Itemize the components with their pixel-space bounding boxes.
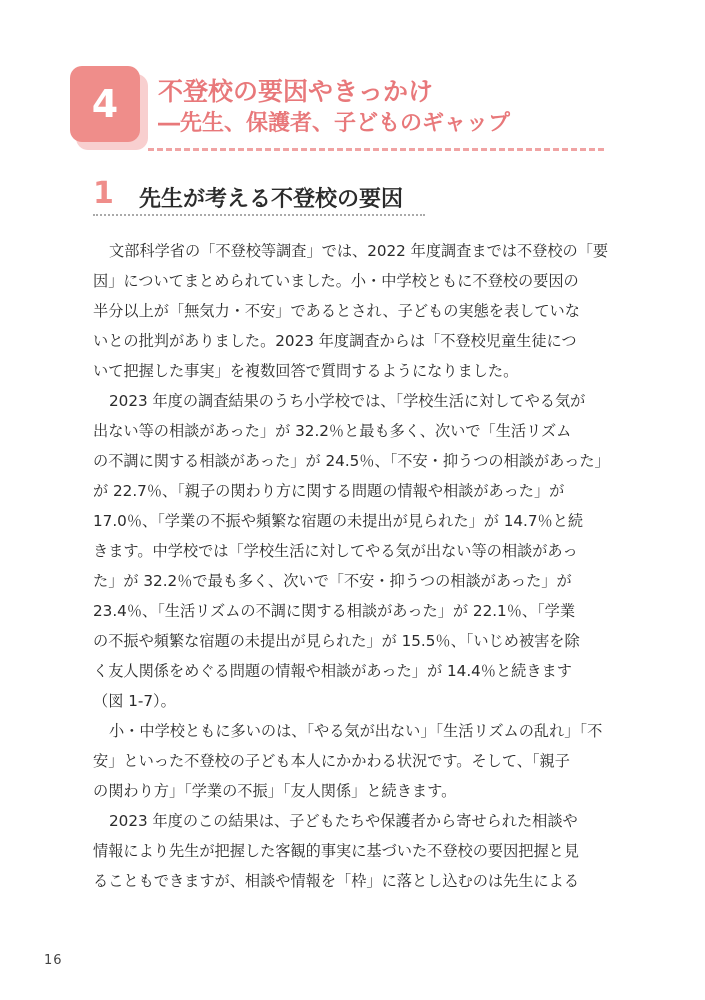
section-number: 1 [93,176,114,211]
chapter-title: 不登校の要因やきっかけ [158,77,434,106]
text-line: 23.4％、「生活リズムの不調に関する相談があった」が 22.1％、「学業 [93,602,576,620]
text-line: 2023 年度のこの結果は、子どもたちや保護者から寄せられた相談や [109,812,578,830]
chapter-number-badge: 4 [70,66,140,142]
text-line: 文部科学省の「不登校等調査」では、2022 年度調査までは不登校の「要 [109,242,609,260]
page-number: 16 [44,953,63,968]
text-line: きます。中学校では「学校生活に対してやる気が出ない等の相談があっ [93,542,578,560]
text-line: の不調に関する相談があった」が 24.5％、「不安・抑うつの相談があった」 [93,452,610,470]
text-line: 半分以上が「無気力・不安」であるとされ、子どもの実態を表していな [93,302,580,320]
text-line: 17.0％、「学業の不振や頻繁な宿題の未提出が見られた」が 14.7％と続 [93,512,584,530]
section-underline [93,214,425,216]
text-line: 安」といった不登校の子ども本人にかかわる状況です。そして、「親子 [93,752,570,770]
text-line: 2023 年度の調査結果のうち小学校では、「学校生活に対してやる気が [109,392,586,410]
text-line: の不振や頻繁な宿題の未提出が見られた」が 15.5％、「いじめ被害を除 [93,632,580,650]
text-line: の関わり方」「学業の不振」「友人関係」と続きます。 [93,782,457,800]
text-line: ることもできますが、相談や情報を「枠」に落とし込むのは先生による [93,872,579,890]
text-line: が 22.7％、「親子の関わり方に関する問題の情報や相談があった」が [93,482,565,500]
text-line: 出ない等の相談があった」が 32.2％と最も多く、次いで「生活リズム [93,422,572,440]
chapter-subtitle: ―先生、保護者、子どものギャップ [158,111,511,136]
text-line: く友人関係をめぐる問題の情報や相談があった」が 14.4％と続きます [93,662,572,680]
body-text [93,236,613,896]
text-line: 小・中学校ともに多いのは、「やる気が出ない」「生活リズムの乱れ」「不 [109,722,603,740]
chapter-header [70,66,610,166]
section-heading [93,178,613,218]
text-line: 情報により先生が把握した客観的事実に基づいた不登校の要因把握と見 [93,842,579,860]
text-line: いて把握した事実」を複数回答で質問するようになりました。 [93,362,519,380]
text-line: （図 1-7）。 [93,692,176,710]
chapter-divider [148,148,604,151]
text-line: た」が 32.2％で最も多く、次いで「不安・抑うつの相談があった」が [93,572,572,590]
text-line: いとの批判がありました。2023 年度調査からは「不登校児童生徒につ [93,332,577,350]
text-line: 因」についてまとめられていました。小・中学校ともに不登校の要因の [93,272,579,290]
section-title: 先生が考える不登校の要因 [139,187,404,212]
